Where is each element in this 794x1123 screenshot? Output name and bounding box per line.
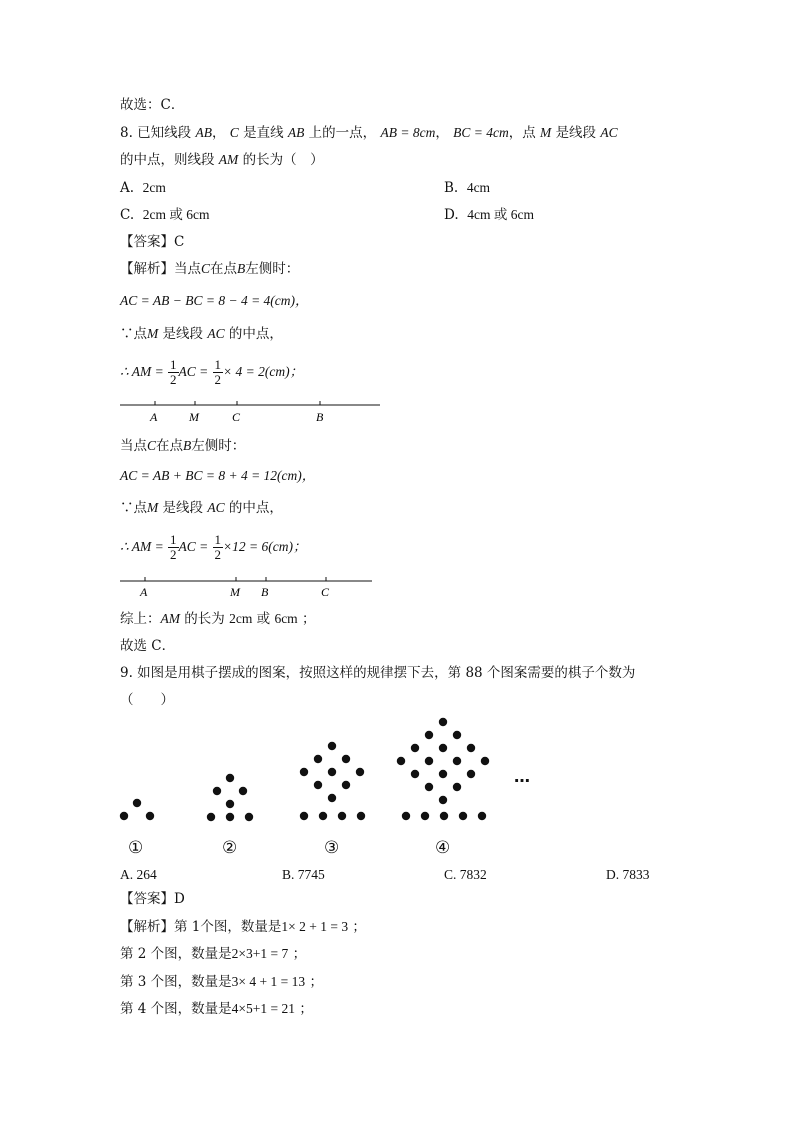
solution-9-line1: 【解析】第 1个图，数量是1× 2 + 1 = 3 ； (120, 919, 366, 935)
point-label-a: A (140, 585, 148, 599)
question-8-stem-2: 的中点，则线段 AM 的长为（ ） (120, 152, 324, 168)
ellipsis: … (514, 767, 530, 786)
segment-diagram-2 (0, 574, 794, 604)
fraction-half: $\frac{1}{2}$ (214, 357, 222, 387)
equation-4: ∴ AM = $\frac{1}{2}$ AC = $\frac{1}{2}$ ×12 = 6(cm)； (120, 532, 307, 562)
option-8-a: A. 2cm (120, 180, 166, 196)
fraction-half: $\frac{1}{2}$ (170, 532, 177, 562)
dot-patterns (0, 710, 794, 840)
point-label-b: B (261, 585, 269, 599)
pattern-label-4: ④ (435, 838, 451, 858)
fraction-half: $\frac{1}{2}$ (214, 532, 222, 562)
summary-line: 综上：AM 的长为 2cm 或 6cm ； (120, 611, 316, 627)
point-label-c: C (232, 410, 241, 424)
point-label-m: M (230, 585, 240, 599)
option-9-b: B. 7745 (282, 867, 325, 882)
conclusion-8: 故选 C． (120, 638, 176, 654)
option-8-c: C. 2cm 或 6cm (120, 207, 210, 223)
pattern-label-3: ③ (324, 838, 340, 858)
option-9-d: D. 7833 (606, 867, 650, 882)
solution-9-line3: 第 3 个图，数量是3× 4 + 1 = 13 ； (120, 974, 323, 990)
question-9-stem: 9. 如图是用棋子摆成的图案，按照这样的规律摆下去，第 88 个图案需要的棋子个数为 (120, 665, 636, 681)
solution-8-case2: 当点C在点B左侧时： (120, 438, 246, 454)
pattern-label-1: ① (128, 838, 144, 858)
answer-8: 【答案】C (120, 234, 185, 250)
option-8-d: D. 4cm 或 6cm (444, 207, 534, 223)
point-label-m: M (189, 410, 199, 424)
point-label-a: A (150, 410, 158, 424)
answer-9: 【答案】D (120, 891, 185, 907)
point-label-c: C (321, 585, 330, 599)
segment-diagram-1 (0, 398, 794, 428)
option-8-b: B. 4cm (444, 180, 491, 196)
because-line-2: ∵点M 是线段 AC 的中点， (120, 500, 283, 516)
solution-9-line4: 第 4 个图，数量是4×5+1 = 21 ； (120, 1001, 313, 1017)
option-9-c: C. 7832 (444, 867, 487, 882)
pattern-label-2: ② (222, 838, 238, 858)
conclusion-line: 故选：C． (120, 97, 185, 113)
solution-9-line2: 第 2 个图，数量是2×3+1 = 7 ； (120, 946, 307, 962)
fraction-half: $\frac{1}{2}$ (170, 357, 177, 387)
point-label-b: B (316, 410, 324, 424)
question-9-paren: （ ） (120, 692, 174, 708)
option-9-a: A. 264 (120, 867, 157, 882)
question-8-stem: 8. 已知线段 AB， C 是直线 AB 上的一点， AB = 8cm， BC = 4cm，点 M 是线段 AC (120, 125, 618, 141)
because-line-1: ∵点M 是线段 AC 的中点， (120, 326, 283, 342)
equation-2: ∴ AM = $\frac{1}{2}$ AC = $\frac{1}{2}$ × 4 = 2(cm)； (120, 357, 304, 387)
solution-8-case1: 【解析】当点C在点B左侧时： (120, 261, 300, 277)
equation-3: AC = AB + BC = 8 + 4 = 12(cm)， (120, 468, 316, 483)
equation-1: AC = AB − BC = 8 − 4 = 4(cm)， (120, 293, 309, 308)
